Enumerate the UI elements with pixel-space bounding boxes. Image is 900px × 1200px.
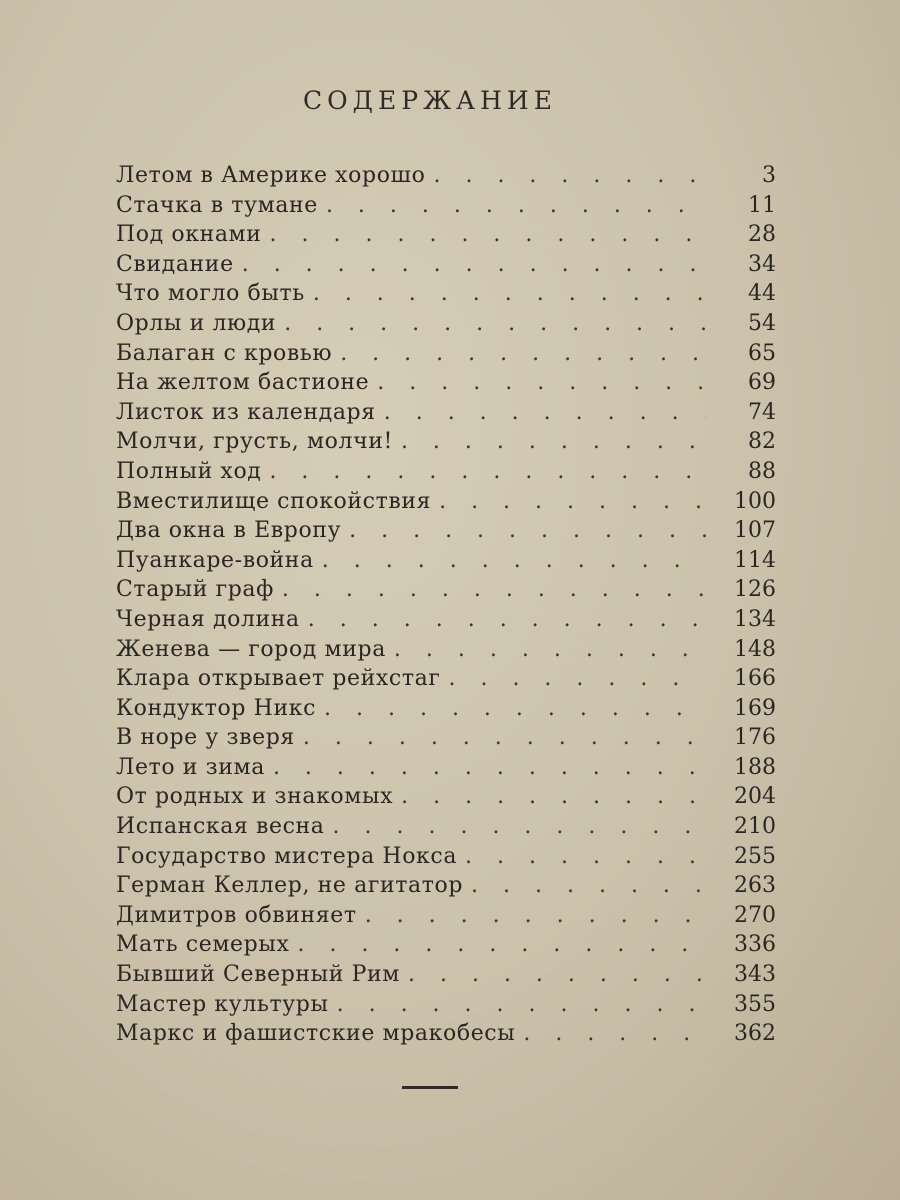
- toc-entry: [116, 489, 776, 519]
- entry-title: Герман Келлер, не агитатор: [116, 873, 464, 899]
- entry-page-number: 54: [748, 310, 776, 336]
- dot-leader: [303, 725, 706, 750]
- entry-page-number: 88: [748, 458, 776, 484]
- entry-title: Полный ход: [116, 458, 262, 484]
- entry-page-number: 166: [734, 666, 776, 692]
- toc-entry: [116, 696, 776, 726]
- entry-title: Маркс и фашистские мракобесы: [116, 1021, 516, 1047]
- entry-page-number: 210: [734, 814, 776, 840]
- dot-leader: [269, 459, 706, 484]
- dot-leader: [365, 903, 706, 928]
- entry-title: Димитров обвиняет: [116, 902, 357, 928]
- toc-entry: [116, 252, 776, 282]
- entry-page-number: 176: [734, 725, 776, 751]
- entry-title: Балаган с кровью: [116, 340, 333, 366]
- entry-page-number: 69: [748, 370, 776, 396]
- entry-page-number: 169: [734, 695, 776, 721]
- entry-page-number: 3: [762, 163, 776, 188]
- entry-title: Бывший Северный Рим: [116, 962, 400, 988]
- entry-title: Государство мистера Нокса: [116, 843, 458, 869]
- dot-leader: [322, 548, 706, 573]
- entry-page-number: 362: [734, 1021, 776, 1047]
- dot-leader: [313, 281, 706, 306]
- entry-title: Клара открывает рейхстаг: [116, 666, 441, 692]
- toc-entry: [116, 873, 776, 903]
- page-title: СОДЕРЖАНИЕ: [303, 86, 557, 115]
- entry-title: Под окнами: [116, 222, 262, 248]
- entry-page-number: 100: [734, 488, 776, 514]
- toc-entry: [116, 222, 776, 252]
- dot-leader: [337, 992, 706, 1017]
- entry-page-number: 34: [748, 251, 776, 277]
- toc-entry: [116, 962, 776, 992]
- end-rule-divider: [402, 1086, 458, 1089]
- dot-leader: [394, 637, 706, 662]
- entry-title: Лето и зима: [116, 754, 265, 780]
- entry-page-number: 204: [734, 784, 776, 810]
- entry-title: Испанская весна: [116, 814, 325, 840]
- dot-leader: [297, 932, 706, 957]
- entry-page-number: 270: [734, 902, 776, 928]
- toc-entry: [116, 992, 776, 1022]
- entry-page-number: 107: [734, 518, 776, 544]
- entry-page-number: 74: [748, 399, 776, 425]
- entry-title: Свидание: [116, 251, 234, 277]
- dot-leader: [282, 577, 706, 602]
- toc-entry: [116, 725, 776, 755]
- entry-title: Мать семерых: [116, 932, 290, 958]
- dot-leader: [465, 844, 706, 869]
- toc-entry: [116, 1021, 776, 1051]
- toc-entry: [116, 163, 776, 193]
- entry-page-number: 188: [734, 754, 776, 780]
- toc-entry: [116, 844, 776, 874]
- dot-leader: [273, 755, 706, 780]
- entry-page-number: 65: [748, 340, 776, 366]
- table-of-contents: [116, 163, 776, 1051]
- entry-page-number: 44: [748, 281, 776, 307]
- dot-leader: [333, 814, 706, 839]
- toc-entry: [116, 755, 776, 785]
- dot-leader: [324, 696, 706, 721]
- toc-entry: [116, 637, 776, 667]
- entry-title: От родных и знакомых: [116, 784, 394, 810]
- toc-entry: [116, 400, 776, 430]
- entry-title: На желтом бастионе: [116, 370, 370, 396]
- entry-title: Женева — город мира: [116, 636, 386, 662]
- toc-entry: [116, 577, 776, 607]
- entry-page-number: 11: [748, 192, 776, 218]
- entry-title: Летом в Америке хорошо: [116, 163, 426, 188]
- entry-title: Орлы и люди: [116, 310, 277, 336]
- toc-entry: [116, 784, 776, 814]
- entry-title: В норе у зверя: [116, 725, 295, 751]
- entry-title: Два окна в Европу: [116, 518, 342, 544]
- entry-page-number: 82: [748, 429, 776, 455]
- dot-leader: [408, 962, 706, 987]
- dot-leader: [433, 163, 706, 188]
- dot-leader: [308, 607, 706, 632]
- toc-entry: [116, 607, 776, 637]
- entry-page-number: 148: [734, 636, 776, 662]
- toc-entry: [116, 814, 776, 844]
- dot-leader: [284, 311, 706, 336]
- entry-title: Пуанкаре-война: [116, 547, 314, 573]
- dot-leader: [401, 429, 706, 454]
- toc-entry: [116, 311, 776, 341]
- entry-title: Черная долина: [116, 606, 300, 632]
- entry-title: Старый граф: [116, 577, 274, 603]
- entry-page-number: 343: [734, 962, 776, 988]
- dot-leader: [401, 784, 706, 809]
- entry-title: Стачка в тумане: [116, 192, 318, 218]
- entry-title: Листок из календаря: [116, 399, 376, 425]
- dot-leader: [439, 489, 706, 514]
- dot-leader: [270, 222, 706, 247]
- toc-entry: [116, 932, 776, 962]
- entry-page-number: 355: [734, 991, 776, 1017]
- toc-entry: [116, 459, 776, 489]
- toc-entry: [116, 341, 776, 371]
- entry-page-number: 336: [734, 932, 776, 958]
- dot-leader: [448, 666, 706, 691]
- toc-entry: [116, 548, 776, 578]
- entry-page-number: 28: [748, 222, 776, 248]
- dot-leader: [340, 341, 706, 366]
- dot-leader: [471, 873, 706, 898]
- toc-entry: [116, 370, 776, 400]
- entry-page-number: 255: [734, 843, 776, 869]
- entry-page-number: 126: [734, 577, 776, 603]
- toc-entry: [116, 193, 776, 223]
- toc-entry: [116, 518, 776, 548]
- entry-title: Что могло быть: [116, 281, 305, 307]
- entry-title: Молчи, грусть, молчи!: [116, 429, 393, 455]
- toc-entry: [116, 429, 776, 459]
- entry-page-number: 134: [734, 606, 776, 632]
- entry-page-number: 114: [734, 547, 776, 573]
- entry-title: Мастер культуры: [116, 991, 329, 1017]
- dot-leader: [349, 518, 706, 543]
- dot-leader: [384, 400, 706, 425]
- dot-leader: [326, 193, 706, 218]
- dot-leader: [242, 252, 706, 277]
- toc-entry: [116, 281, 776, 311]
- entry-title: Кондуктор Никс: [116, 695, 316, 721]
- entry-title: Вместилище спокойствия: [116, 488, 432, 514]
- toc-entry: [116, 666, 776, 696]
- dot-leader: [377, 370, 706, 395]
- entry-page-number: 263: [734, 873, 776, 899]
- dot-leader: [523, 1021, 706, 1046]
- toc-entry: [116, 903, 776, 933]
